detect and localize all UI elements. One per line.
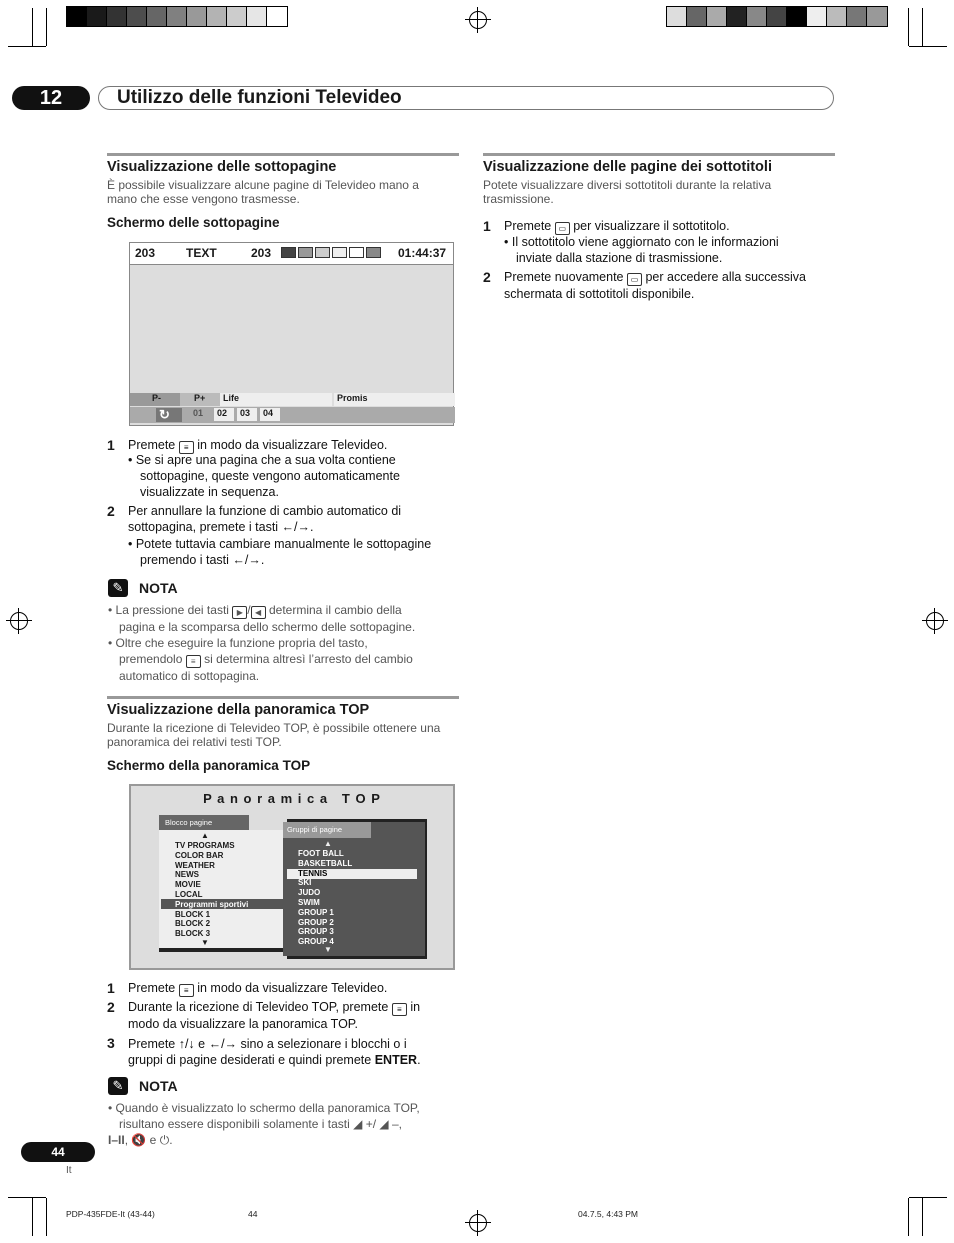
crop-mark — [908, 1198, 909, 1236]
index-button-icon: ≡ — [392, 1003, 407, 1016]
step-text: Premete ≡ in modo da visualizzare Televideo. — [128, 438, 388, 452]
step-number: 3 — [107, 1035, 115, 1051]
chapter-title: Utilizzo delle funzioni Televideo — [117, 87, 402, 108]
group-list: FOOT BALL BASKETBALL TENNIS SKI JUDO SWIM GROUP 1 GROUP 2 GROUP 3 GROUP 4 — [298, 849, 353, 947]
section-intro: Potete visualizzare diversi sottotitoli durante la relativa trasmissione. — [483, 178, 772, 206]
step-number: 2 — [107, 503, 115, 519]
subpage-04: 04 — [260, 408, 280, 421]
subsection-title: Schermo delle sottopagine — [107, 215, 280, 230]
footer-page: 44 — [248, 1209, 258, 1219]
subpage-01: 01 — [190, 408, 210, 421]
registration-mark — [469, 11, 487, 29]
page-number: 44 — [21, 1142, 95, 1162]
step-text: Premete ↑/↓ e ←/→ sino a selezionare i blocchi o i gruppi di pagine desiderati e quindi premete ENTER. — [128, 1037, 421, 1067]
note-text: • La pressione dei tasti ▶ / ◀ determina il cambio della pagina e la scomparsa dello schermo delle sottopagine. • Oltre che eseguire la funzione propria del tasto, premendolo ≡ si determina altresì l’arresto del cambio automatico di sottopagina. — [108, 603, 416, 683]
color-bar-left — [66, 6, 288, 27]
text-label: TEXT — [186, 246, 217, 260]
crop-mark — [908, 8, 909, 46]
crop-mark — [909, 46, 947, 47]
step-number: 1 — [107, 980, 115, 996]
crop-mark — [46, 8, 47, 46]
crop-mark — [922, 8, 923, 46]
teletext-button-icon: ≡ — [179, 441, 194, 454]
subpage-03: 03 — [237, 408, 257, 421]
subsection-title: Schermo della panoramica TOP — [107, 758, 311, 773]
step-text: Per annullare la funzione di cambio automatico di sottopagina, premete i tasti ←/→. — [128, 504, 402, 534]
note-label: NOTA — [139, 580, 178, 596]
promis-label: Promis — [334, 393, 455, 406]
mute-icon: 🔇 — [131, 1133, 147, 1147]
screen-bottom-bar — [130, 393, 453, 425]
step-bullet: • Se si apre una pagina che a sua volta contiene sottopagine, queste vengono automaticamente visualizzate in sequenza. — [128, 453, 400, 499]
crop-mark — [46, 1198, 47, 1236]
section-title: Visualizzazione della panoramica TOP — [107, 702, 370, 718]
registration-mark — [10, 612, 28, 630]
color-bar-right — [666, 6, 888, 27]
section-title: Visualizzazione delle sottopagine — [107, 159, 337, 175]
registration-mark — [926, 612, 944, 630]
subpage-02: 02 — [214, 408, 234, 421]
step-number: 2 — [483, 269, 491, 285]
screen-title: P a n o r a m i c a T O P — [203, 791, 381, 806]
crop-mark — [8, 1197, 46, 1198]
page-number-2: 203 — [251, 246, 272, 260]
crop-mark — [909, 1197, 947, 1198]
step-bullet: • Potete tuttavia cambiare manualmente le sottopagine premendo i tasti ←/→. — [128, 537, 432, 567]
pencil-icon: ✎ — [108, 1077, 128, 1095]
note-label: NOTA — [139, 1078, 178, 1094]
crop-mark — [32, 8, 33, 46]
page-number: 203 — [135, 246, 156, 260]
step-number: 2 — [107, 999, 115, 1015]
life-label: Life — [220, 393, 332, 406]
chapter-number: 12 — [12, 86, 90, 110]
step-text: Premete nuovamente ▭ per accedere alla successiva schermata di sottotitoli disponibile. — [504, 270, 806, 301]
loop-icon: ↻ — [156, 408, 182, 422]
section-intro: È possibile visualizzare alcune pagine di Televideo mano a mano che esse vengono trasmesse. — [107, 178, 419, 206]
note-text: • Quando è visualizzato lo schermo della panoramica TOP, risultano essere disponibili solamente i tasti ◢ +/ ◢ –, I–II, 🔇 e ⏻. — [108, 1101, 420, 1147]
registration-mark — [469, 1214, 487, 1232]
screen-header-bar — [130, 243, 453, 265]
step-text: Premete ▭ per visualizzare il sottotitolo. — [504, 219, 730, 233]
language-code: It — [66, 1165, 72, 1176]
section-title: Visualizzazione delle pagine dei sottotitoli — [483, 159, 772, 175]
subpage-back-button-icon: ◀ — [251, 606, 266, 619]
step-bullet: • Il sottotitolo viene aggiornato con le informazioni inviate dalla stazione di trasmissione. — [504, 235, 779, 265]
step-number: 1 — [107, 437, 115, 453]
crop-mark — [8, 46, 46, 47]
volume-icon: ◢ — [379, 1117, 389, 1131]
clock-time: 01:44:37 — [398, 246, 447, 260]
step-text: Premete ≡ in modo da visualizzare Televideo. — [128, 981, 388, 995]
p-plus-label: P+ — [180, 393, 220, 406]
group-header: Gruppi di pagine — [283, 822, 371, 838]
pencil-icon: ✎ — [108, 579, 128, 597]
hold-button-icon: ≡ — [186, 655, 201, 668]
subtitle-button-icon: ▭ — [555, 222, 570, 235]
p-minus-label: P- — [130, 393, 180, 406]
block-header: Blocco pagine — [159, 815, 249, 830]
block-list: TV PROGRAMS COLOR BAR WEATHER NEWS MOVIE LOCAL Programmi sportivi BLOCK 1 BLOCK 2 BLOCK 3 — [175, 841, 249, 939]
teletext-button-icon: ≡ — [179, 984, 194, 997]
volume-icon: ◢ — [353, 1117, 363, 1131]
footer-file: PDP-435FDE-It (43-44) — [66, 1209, 155, 1219]
section-rule — [107, 696, 459, 699]
subtitle-button-icon: ▭ — [627, 273, 642, 286]
section-rule — [483, 153, 835, 156]
power-icon: ⏻ — [159, 1133, 170, 1147]
step-number: 1 — [483, 218, 491, 234]
section-rule — [107, 153, 459, 156]
crop-mark — [922, 1198, 923, 1236]
subpage-button-icon: ▶ — [232, 606, 247, 619]
subpage-screen — [129, 242, 454, 426]
footer-date: 04.7.5, 4:43 PM — [578, 1209, 639, 1219]
top-overview-screen: P a n o r a m i c a T O P Blocco pagine ▲ TV PROGRAMS COLOR BAR WEATHER NEWS MOVIE LOCAL Programmi sportivi BLOCK 1 BLOCK 2 BLOCK 3 ▼ Gruppi di pagine ▲ FOOT BALL BASKETBALL TENNIS SKI JUDO SWIM GROUP 1 GROUP 2 GROUP 3 GROUP 4 ▼ — [129, 784, 455, 970]
step-text: Durante la ricezione di Televideo TOP, premete ≡ in modo da visualizzare la panoramica TOP. — [128, 1000, 421, 1031]
crop-mark — [32, 1198, 33, 1236]
section-intro: Durante la ricezione di Televideo TOP, è possibile ottenere una panoramica dei relativi testi TOP. — [107, 721, 441, 749]
